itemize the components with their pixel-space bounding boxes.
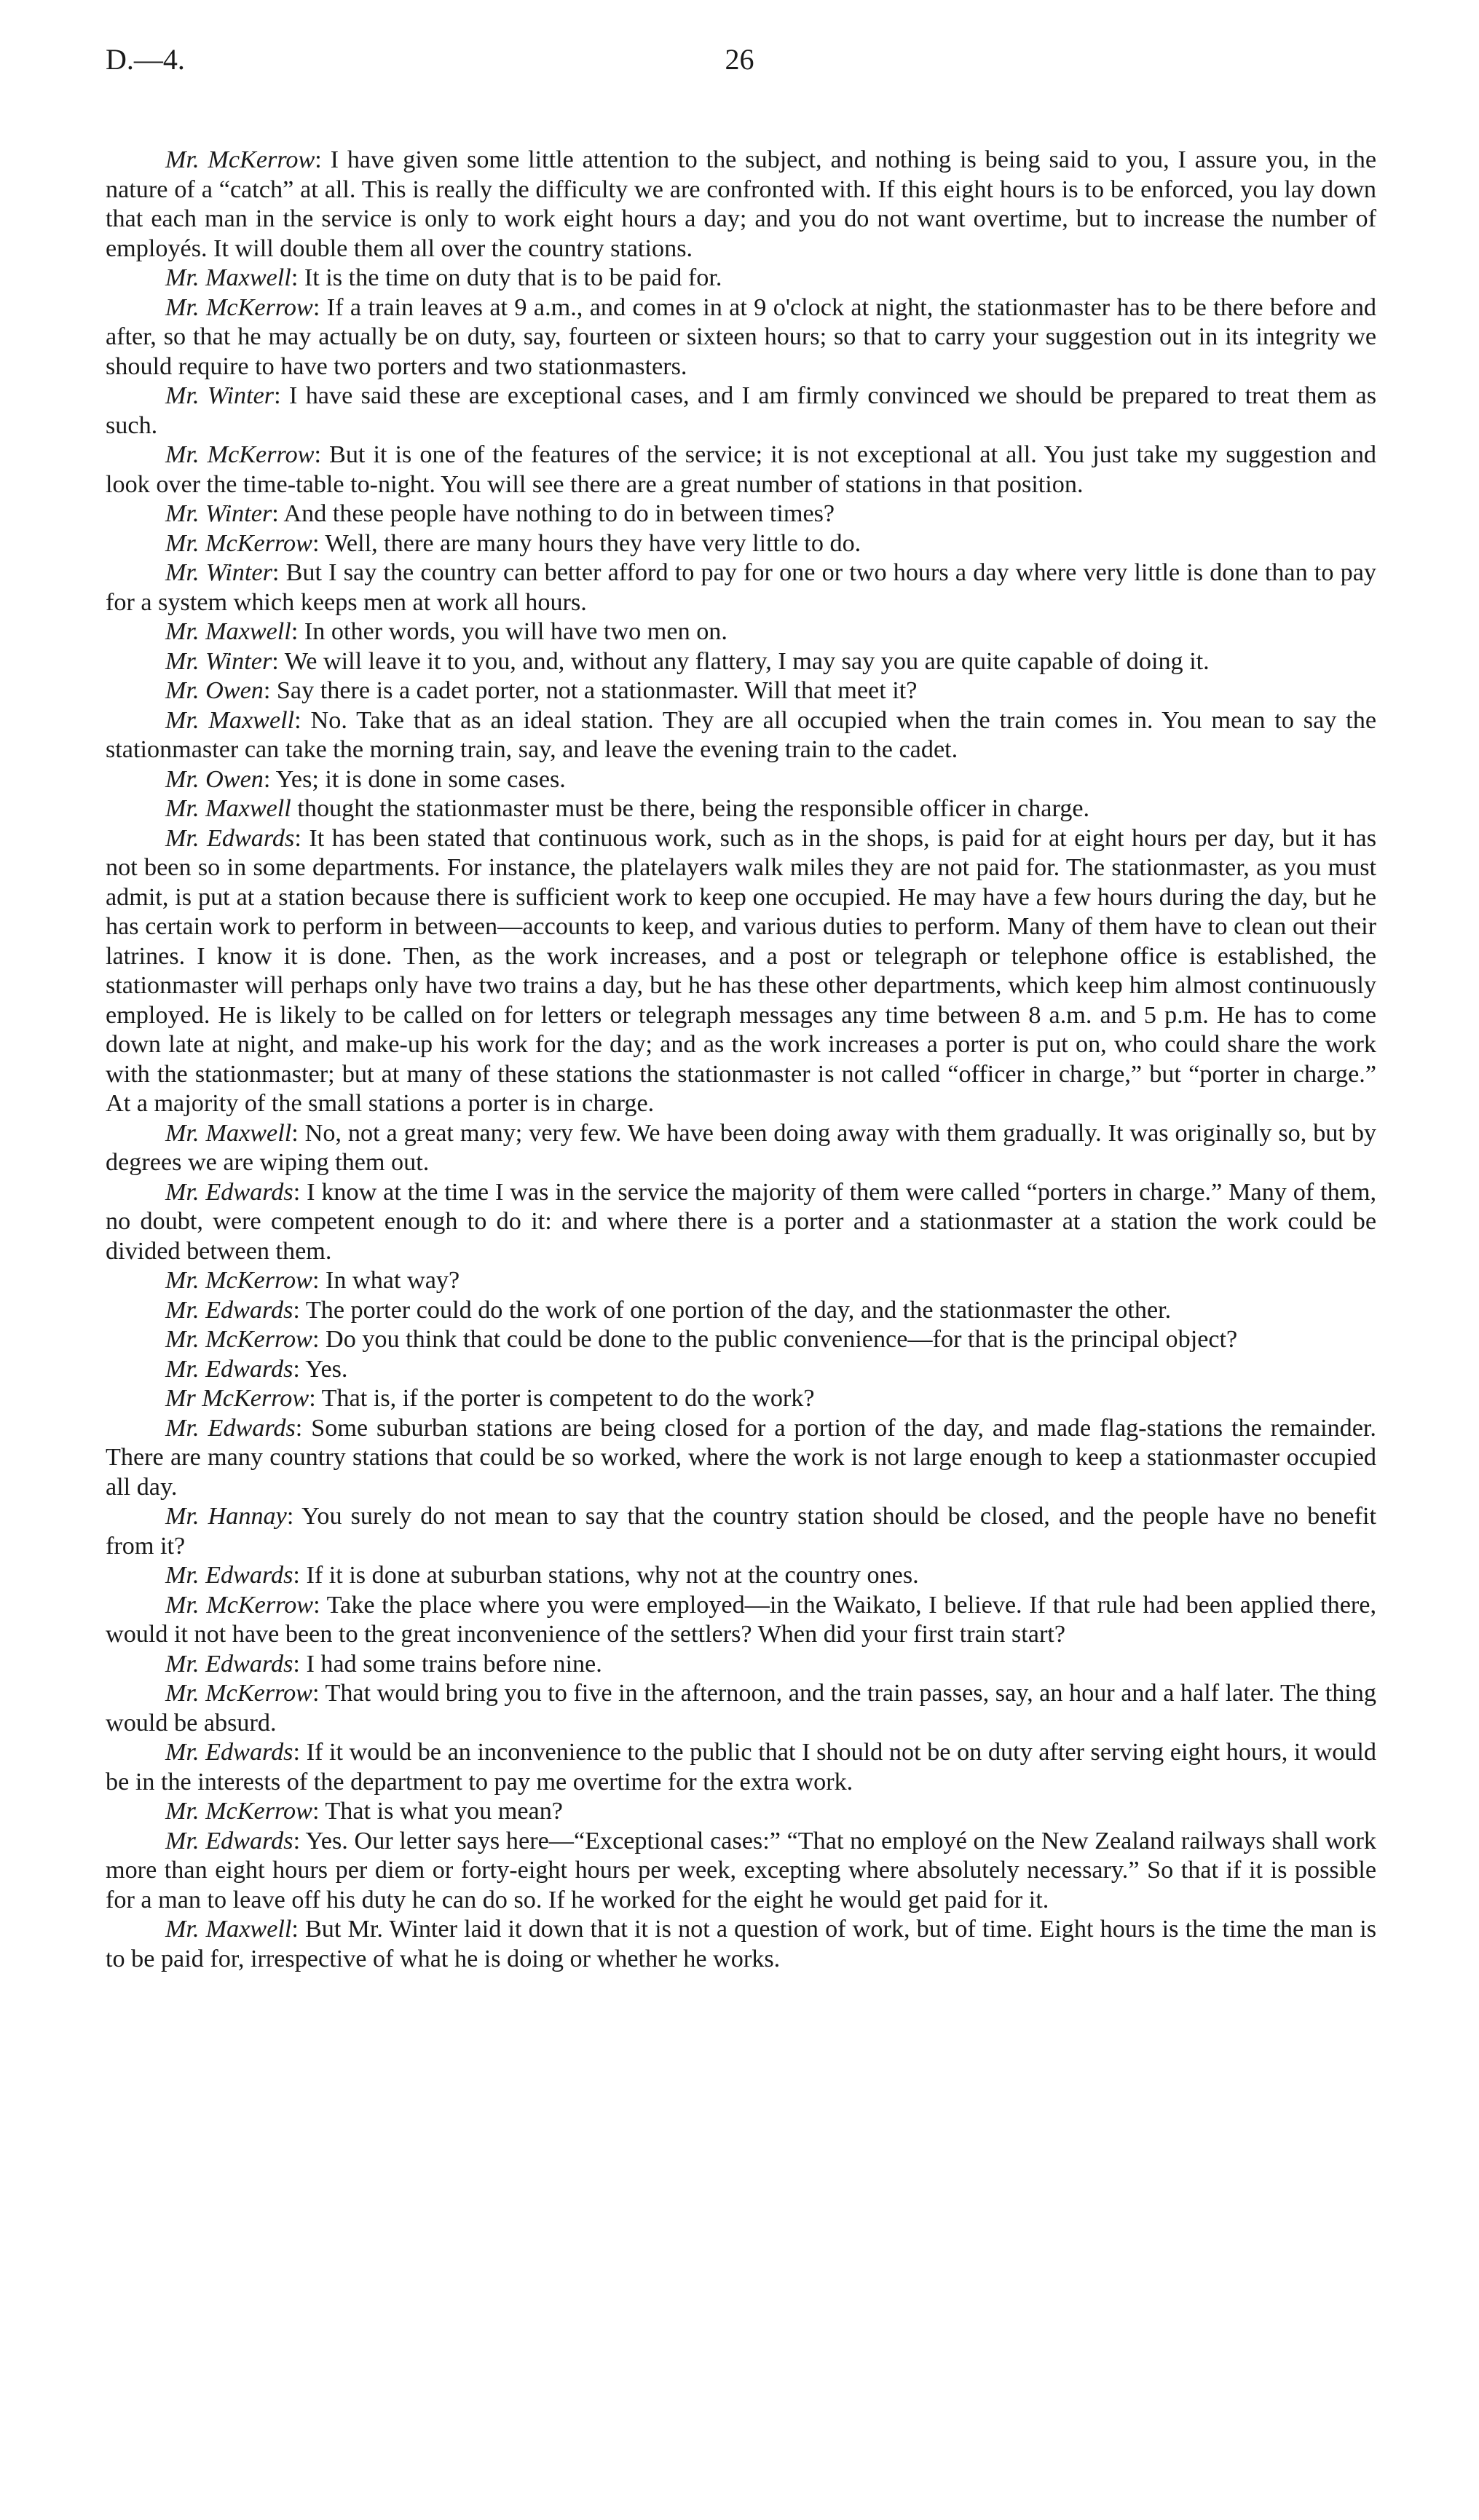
speaker-name: Mr. Edwards bbox=[165, 1178, 293, 1206]
speaker-separator: : bbox=[272, 559, 286, 586]
speaker-separator: : bbox=[293, 1355, 306, 1383]
speech-text: That is, if the porter is competent to do the work? bbox=[321, 1385, 815, 1412]
speaker-name: Mr. McKerrow bbox=[165, 1326, 312, 1353]
speech-text: The porter could do the work of one portion of the day, and the stationmaster the other. bbox=[305, 1296, 1172, 1324]
speech-text: If it is done at suburban stations, why not at the country ones. bbox=[306, 1562, 919, 1589]
transcript-paragraph bbox=[106, 1650, 1376, 1680]
speaker-separator: : bbox=[312, 1798, 326, 1825]
speech-text: It is the time on duty that is to be paid for. bbox=[304, 264, 722, 291]
transcript-paragraph bbox=[106, 706, 1376, 765]
speech-text: If a train leaves at 9 a.m., and comes in at 9 o'clock at night, the stationmaster has to be there before and after, so that he may actually be on duty, say, fourteen or sixteen hours; so that to carry your suggestion out in its integrity we should require to have two porters and two stationmasters. bbox=[106, 293, 1377, 380]
speaker-name: Mr. McKerrow bbox=[165, 1680, 312, 1707]
transcript-paragraph bbox=[106, 647, 1376, 677]
transcript-paragraph bbox=[106, 765, 1376, 795]
speaker-separator: : bbox=[293, 1296, 306, 1324]
transcript-paragraph bbox=[106, 1827, 1376, 1916]
speaker-separator: : bbox=[291, 1119, 305, 1147]
speaker-name: Mr. Edwards bbox=[165, 1739, 293, 1766]
speech-text: Say there is a cadet porter, not a stationmaster. Will that meet it? bbox=[276, 677, 918, 704]
speech-text: But Mr. Winter laid it down that it is not a question of work, but of time. Eight hours is the time the man is to be paid for, irrespective of what he is doing or whether he works. bbox=[106, 1916, 1377, 1972]
transcript-paragraph bbox=[106, 1561, 1376, 1591]
transcript-paragraph bbox=[106, 794, 1376, 824]
speaker-separator: : bbox=[291, 618, 304, 645]
speech-text: No, not a great many; very few. We have been doing away with them gradually. It was originally so, but by degrees we are wiping them out. bbox=[106, 1119, 1377, 1176]
speech-text: In what way? bbox=[326, 1267, 460, 1294]
speaker-separator: : bbox=[312, 1267, 326, 1294]
speaker-separator: : bbox=[312, 1326, 326, 1353]
speech-text: Yes. bbox=[305, 1355, 348, 1383]
speaker-separator: : bbox=[294, 824, 309, 852]
speaker-separator: : bbox=[293, 1650, 307, 1678]
transcript-paragraph bbox=[106, 441, 1376, 499]
speaker-separator: : bbox=[293, 1739, 307, 1766]
speaker-separator: : bbox=[263, 765, 276, 793]
speech-text: But I say the country can better afford to pay for one or two hours a day where very little is done than to pay for a system which keeps men at work all hours. bbox=[106, 559, 1377, 616]
speaker-name: Mr. Maxwell bbox=[165, 795, 291, 822]
speaker-name: Mr. Owen bbox=[165, 677, 264, 704]
speaker-name: Mr. Edwards bbox=[165, 1414, 296, 1442]
transcript-paragraph bbox=[106, 1266, 1376, 1296]
speech-text: I know at the time I was in the service the majority of them were called “porters in charge.” Many of them, no doubt, were competent enough to do it: and where there is a porter and a stationmaster at a station the work could be divided between them. bbox=[106, 1178, 1376, 1265]
speech-text: In other words, you will have two men on. bbox=[304, 618, 727, 645]
speaker-name: Mr. McKerrow bbox=[165, 441, 315, 468]
speaker-name: Mr. McKerrow bbox=[165, 1591, 314, 1619]
speaker-name: Mr. Edwards bbox=[165, 1296, 293, 1324]
speaker-separator: : bbox=[312, 529, 326, 557]
transcript-paragraph bbox=[106, 824, 1376, 1119]
speaker-name: Mr. Winter bbox=[165, 382, 275, 409]
transcript-paragraph bbox=[106, 529, 1376, 559]
speech-text: Take the place where you were employed—in the Waikato, I believe. If that rule had been applied there, would it not have been to the great inconvenience of the settlers? When did your first train start? bbox=[106, 1591, 1376, 1648]
transcript-paragraph bbox=[106, 499, 1376, 529]
speech-text: That is what you mean? bbox=[325, 1798, 563, 1825]
transcript-paragraph bbox=[106, 1119, 1376, 1178]
transcript-paragraph bbox=[106, 1296, 1376, 1326]
speaker-separator: : bbox=[295, 1414, 312, 1442]
speaker-name: Mr. Maxwell bbox=[165, 618, 291, 645]
speaker-name: Mr. Edwards bbox=[165, 1827, 293, 1855]
speaker-name: Mr. Winter bbox=[165, 647, 272, 675]
transcript-paragraph bbox=[106, 1414, 1376, 1503]
speaker-separator: : bbox=[263, 677, 277, 704]
document-reference: D.—4. bbox=[106, 43, 185, 76]
speaker-separator: : bbox=[312, 1680, 326, 1707]
transcript-paragraph bbox=[106, 146, 1376, 264]
speaker-separator: : bbox=[315, 146, 331, 173]
speaker-separator: : bbox=[286, 1503, 302, 1530]
speech-text: And these people have nothing to do in between times? bbox=[283, 500, 835, 527]
speaker-name: Mr. McKerrow bbox=[165, 293, 313, 321]
speaker-name: Mr. Owen bbox=[165, 765, 264, 793]
speaker-separator: : bbox=[293, 1827, 306, 1855]
speaker-separator: : bbox=[291, 1916, 305, 1943]
speech-text: No. Take that as an ideal station. They are all occupied when the train comes in. You mean to say the stationmaster can take the morning train, say, and leave the evening train to the cadet. bbox=[106, 706, 1377, 763]
speaker-separator: : bbox=[293, 1178, 307, 1206]
speech-text: I have given some little attention to the subject, and nothing is being said to you, I assure you, in the nature of a “catch” at all. This is really the difficulty we are confronted with. If this eight hours is to be enforced, you lay down that each man in the service is only to work eight hours a day; and you do not want overtime, but to increase the number of employés. It will double them all over the country stations. bbox=[106, 146, 1376, 262]
transcript-paragraph bbox=[106, 264, 1376, 293]
speaker-name: Mr. Edwards bbox=[165, 824, 295, 852]
page-header bbox=[106, 42, 1373, 93]
speaker-name: Mr McKerrow bbox=[165, 1385, 309, 1412]
speaker-name: Mr. Edwards bbox=[165, 1562, 293, 1589]
speaker-name: Mr. Winter bbox=[165, 500, 272, 527]
speaker-separator: : bbox=[291, 264, 304, 291]
speech-text: If it would be an inconvenience to the public that I should not be on duty after serving eight hours, it would be in the interests of the department to pay me overtime for the extra work. bbox=[106, 1739, 1376, 1796]
speaker-name: Mr. McKerrow bbox=[165, 529, 312, 557]
speech-text: We will leave it to you, and, without any flattery, I may say you are quite capable of doing it. bbox=[284, 647, 1210, 675]
speech-text: I had some trains before nine. bbox=[306, 1650, 602, 1678]
speaker-name: Mr. McKerrow bbox=[165, 1798, 312, 1825]
speaker-name: Mr. Edwards bbox=[165, 1355, 293, 1383]
transcript-paragraph bbox=[106, 1679, 1376, 1738]
transcript-body bbox=[106, 146, 1376, 1974]
transcript-paragraph bbox=[106, 1502, 1376, 1561]
transcript-paragraph bbox=[106, 1384, 1376, 1414]
transcript-paragraph bbox=[106, 1591, 1376, 1650]
speaker-separator: : bbox=[293, 1562, 307, 1589]
speaker-separator: : bbox=[294, 706, 311, 734]
transcript-paragraph bbox=[106, 1915, 1376, 1974]
speaker-separator: : bbox=[314, 441, 330, 468]
speech-text: Yes; it is done in some cases. bbox=[275, 765, 566, 793]
speech-text: You surely do not mean to say that the country station should be closed, and the people have no benefit from it? bbox=[106, 1503, 1376, 1560]
speech-text: Do you think that could be done to the public convenience—for that is the principal object? bbox=[326, 1326, 1238, 1353]
transcript-paragraph bbox=[106, 558, 1376, 617]
speech-text: thought the stationmaster must be there, being the responsible officer in charge. bbox=[297, 795, 1090, 822]
transcript-paragraph bbox=[106, 1325, 1376, 1355]
speech-text: That would bring you to five in the afternoon, and the train passes, say, an hour and a half later. The thing would be absurd. bbox=[106, 1680, 1376, 1737]
speech-text: Well, there are many hours they have very little to do. bbox=[325, 529, 861, 557]
speaker-name: Mr. Winter bbox=[165, 559, 272, 586]
speaker-name: Mr. Hannay bbox=[165, 1503, 287, 1530]
speaker-separator: : bbox=[309, 1385, 322, 1412]
speech-text: Yes. Our letter says here—“Exceptional cases:” “That no employé on the New Zealand railways shall work more than eight hours per diem or forty-eight hours per week, excepting where absolutely necessary.” So that if it is possible for a man to leave off his duty he can do so. If he worked for the eight he would get paid for it. bbox=[106, 1827, 1376, 1913]
speaker-separator: : bbox=[313, 1591, 327, 1619]
transcript-paragraph bbox=[106, 293, 1376, 382]
speaker-name: Mr. McKerrow bbox=[165, 146, 315, 173]
transcript-paragraph bbox=[106, 1178, 1376, 1267]
transcript-paragraph bbox=[106, 1738, 1376, 1797]
speaker-name: Mr. Maxwell bbox=[165, 706, 295, 734]
speaker-name: Mr. McKerrow bbox=[165, 1267, 312, 1294]
speaker-separator: : bbox=[272, 500, 284, 527]
speaker-name: Mr. Edwards bbox=[165, 1650, 293, 1678]
transcript-paragraph bbox=[106, 1355, 1376, 1385]
speech-text: Some suburban stations are being closed for a portion of the day, and made flag-stations the remainder. There are many country stations that could be so worked, where the work is not large enough to keep a stationmaster occupied all day. bbox=[106, 1414, 1376, 1501]
page-number: 26 bbox=[725, 43, 754, 76]
speaker-name: Mr. Maxwell bbox=[165, 1916, 292, 1943]
transcript-paragraph bbox=[106, 617, 1376, 647]
speech-text: I have said these are exceptional cases, and I am firmly convinced we should be prepared to treat them as such. bbox=[106, 382, 1376, 439]
speaker-separator: : bbox=[272, 647, 285, 675]
transcript-paragraph bbox=[106, 1797, 1376, 1827]
speech-text: It has been stated that continuous work, such as in the shops, is paid for at eight hours per day, but it has not been so in some departments. For instance, the platelayers walk miles they are not paid for. The stationmaster, as you must admit, is put at a station because there is sufficient work to keep one occupied. He may have a few hours during the day, but he has certain work to perform in between—accounts to keep, and various duties to perform. Many of them have to clean out their latrines. I know it is done. Then, as the work increases, and a post or telegraph or telephone office is established, the stationmaster will perhaps only have two trains a day, but he has these other departments, which keep him almost continuously employed. He is likely to be called on for letters or telegraph messages any time between 8 a.m. and 5 p.m. He has to come down late at night, and make-up his work for the day; and as the work increases a porter is put on, who could share the work with the stationmaster; but at many of these stations the stationmaster is not called “officer in charge,” but “porter in charge.” At a majority of the small stations a porter is in charge. bbox=[106, 824, 1377, 1117]
speaker-name: Mr. Maxwell bbox=[165, 1119, 292, 1147]
speaker-name: Mr. Maxwell bbox=[165, 264, 291, 291]
transcript-paragraph bbox=[106, 382, 1376, 441]
speaker-separator: : bbox=[312, 293, 327, 321]
speech-text: But it is one of the features of the service; it is not exceptional at all. You just take my suggestion and look over the time-table to-night. You will see there are a great number of stations in that position. bbox=[106, 441, 1377, 498]
speaker-separator: : bbox=[274, 382, 289, 409]
transcript-paragraph bbox=[106, 676, 1376, 706]
